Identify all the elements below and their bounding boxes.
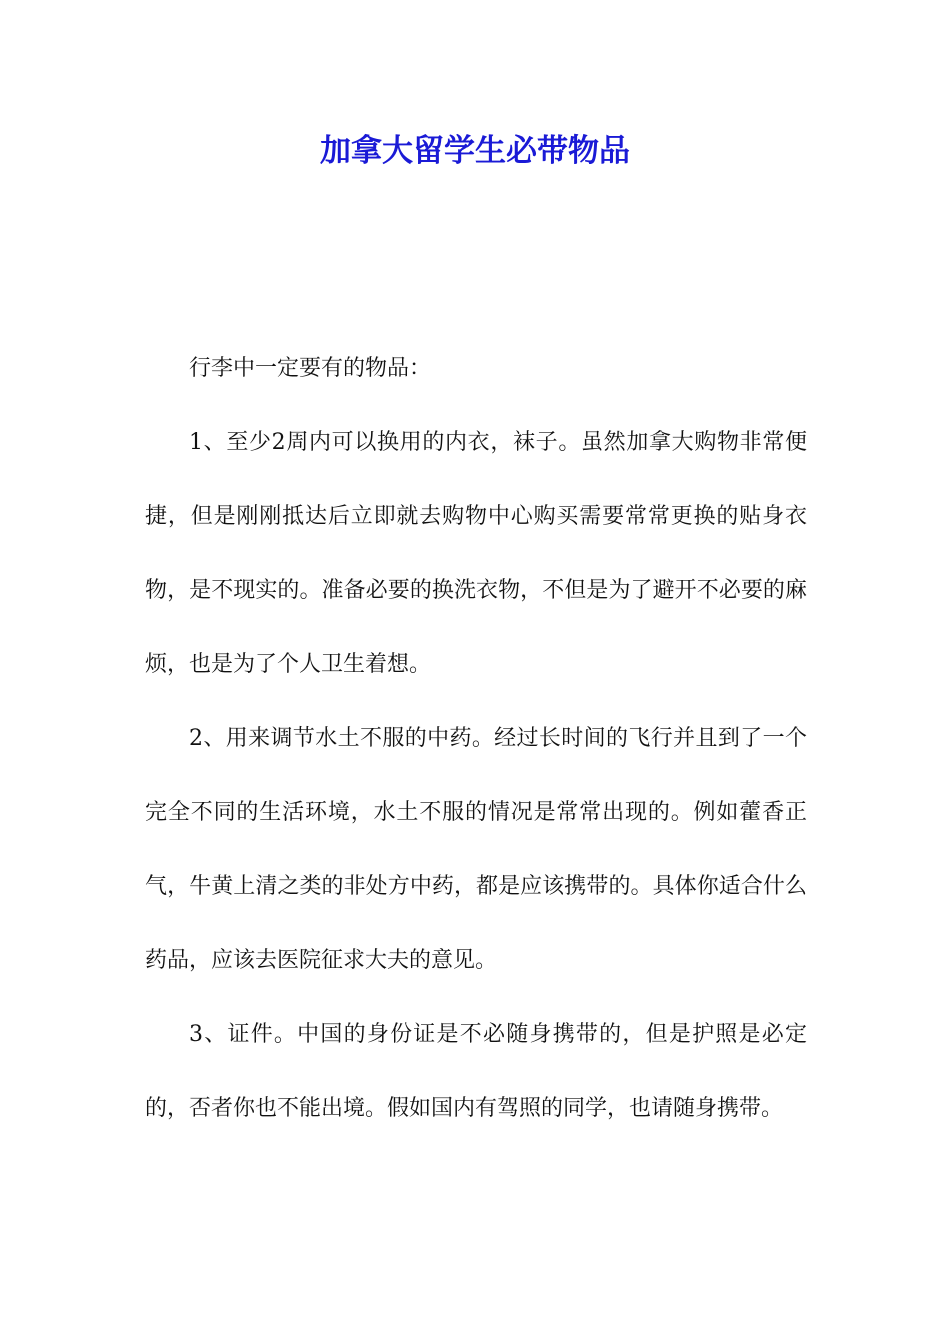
document-title: 加拿大留学生必带物品 [320, 133, 630, 169]
paragraph-intro: 行李中一定要有的物品： [189, 356, 432, 381]
paragraph-item-3: 3、证件。中国的身份证是不必随身携带的，但是护照是必定的，否者你也不能出境。假如国内有驾照的同学，也请随身携带。 [145, 1022, 807, 1121]
document-body [145, 332, 807, 1146]
paragraph-item-1: 1、至少2周内可以换用的内衣，袜子。虽然加拿大购物非常便捷，但是刚刚抵达后立即就去购物中心购买需要常常更换的贴身衣物，是不现实的。准备必要的换洗衣物，不但是为了避开不必要的麻烦，也是为了个人卫生着想。 [145, 430, 807, 677]
paragraph-item-2: 2、用来调节水土不服的中药。经过长时间的飞行并且到了一个完全不同的生活环境，水土不服的情况是常常出现的。例如藿香正气，牛黄上清之类的非处方中药，都是应该携带的。具体你适合什么药品，应该去医院征求大夫的意见。 [145, 726, 807, 973]
